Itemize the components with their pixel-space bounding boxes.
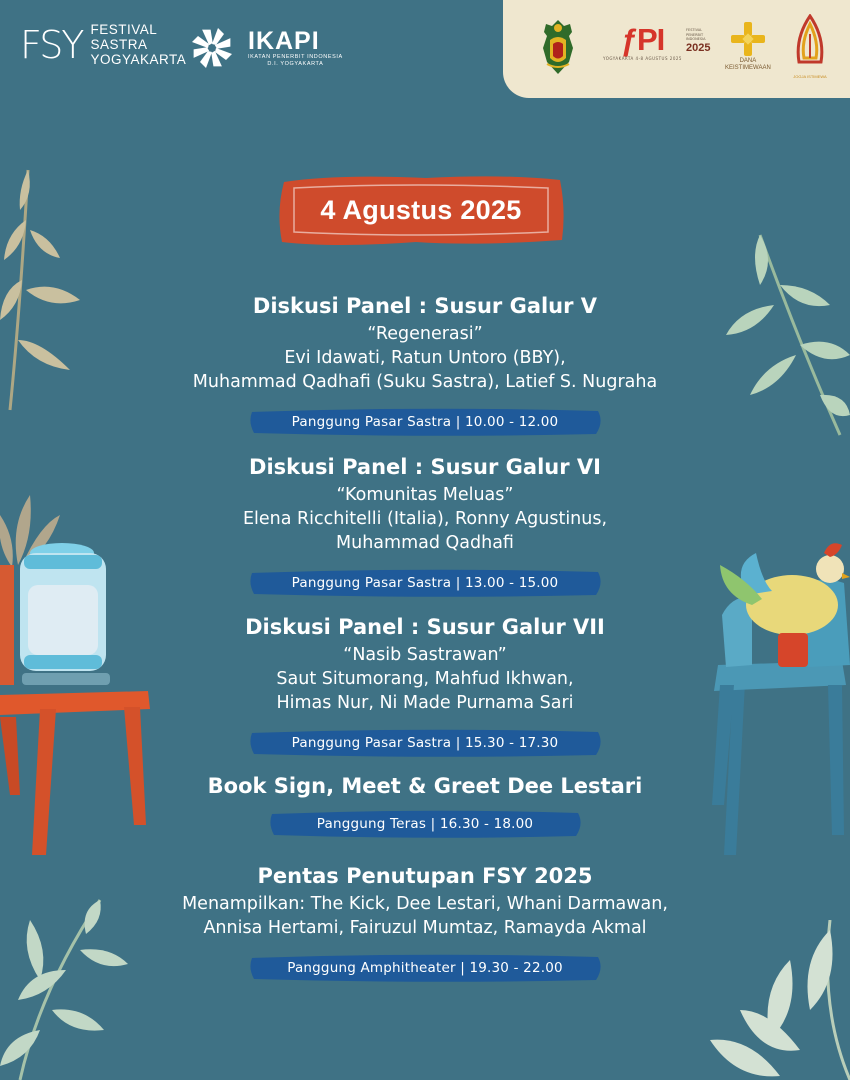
fsy-line: SASTRA: [90, 37, 148, 52]
yogyakarta-crest-icon: [539, 18, 577, 76]
event-venue-time: Panggung Teras | 16.30 - 18.00: [316, 816, 534, 832]
venue-strip: [110, 406, 740, 438]
date-banner: [276, 172, 566, 248]
gunungan-icon: [791, 14, 829, 74]
event-speakers: Muhammad Qadhafi: [336, 533, 514, 553]
fpi-year: 2025: [685, 41, 711, 54]
event-performers: Annisa Hertami, Fairuzul Mumtaz, Ramayda Akmal: [203, 918, 647, 938]
event-block: [110, 451, 740, 591]
event-speakers: Elena Ricchitelli (Italia), Ronny Agustinus,: [242, 509, 608, 529]
sponsor-panel: [503, 0, 850, 98]
event-title: Diskusi Panel : Susur Galur VII: [245, 615, 605, 639]
fpi-caption: FESTIVAL: [685, 28, 703, 32]
event-venue-time: Panggung Pasar Sastra | 13.00 - 15.00: [291, 575, 559, 591]
event-subtitle: “Komunitas Meluas”: [336, 485, 514, 505]
event-title: Diskusi Panel : Susur Galur V: [252, 294, 598, 318]
fpi-caption: INDONESIA: [685, 37, 706, 41]
event-venue-time: Panggung Pasar Sastra | 10.00 - 12.00: [291, 414, 559, 430]
venue-strip: [110, 567, 740, 599]
event-speakers: Saut Situmorang, Mahfud Ikhwan,: [276, 669, 574, 689]
left-top-leaves: [0, 150, 90, 420]
event-subtitle: “Nasib Sastrawan”: [343, 645, 507, 665]
event-block: [110, 770, 740, 832]
event-speakers: Himas Nur, Ni Made Purnama Sari: [276, 693, 574, 713]
jogja-istimewa-label: JOGJA ISTIMEWA: [793, 74, 827, 79]
event-title: Diskusi Panel : Susur Galur VI: [249, 455, 601, 479]
jogja-istimewa-logo: [791, 14, 829, 79]
fsy-wordmark: [91, 22, 187, 67]
event-date: 4 Agustus 2025: [320, 194, 522, 225]
ikapi-subtitle: IKATAN PENERBIT INDONESIA: [248, 54, 343, 60]
venue-strip: [110, 727, 740, 759]
venue-strip: [110, 952, 740, 984]
event-subtitle: “Regenerasi”: [367, 324, 483, 344]
dana-label: KEISTIMEWAAN: [725, 65, 771, 71]
fpi-subtitle: YOGYAKARTA 4-8 AGUSTUS 2025: [603, 56, 682, 61]
venue-strip: [110, 808, 740, 840]
dana-keistimewaan-logo: [725, 20, 771, 72]
fpi-logo: [603, 24, 710, 61]
ikapi-name: IKAPI: [248, 27, 320, 55]
fpi-wordmark: ƒPI: [620, 22, 665, 57]
event-venue-time: Panggung Pasar Sastra | 15.30 - 17.30: [291, 735, 559, 751]
event-venue-time: Panggung Amphitheater | 19.30 - 22.00: [287, 960, 563, 976]
event-title: Book Sign, Meet & Greet Dee Lestari: [207, 774, 643, 798]
event-title: Pentas Penutupan FSY 2025: [257, 864, 593, 888]
event-speakers: Evi Idawati, Ratun Untoro (BBY),: [284, 348, 566, 368]
fsy-line: YOGYAKARTA: [90, 52, 187, 67]
event-block: [110, 860, 740, 976]
right-bottom-leaves: [700, 920, 850, 1080]
event-speakers: Muhammad Qadhafi (Suku Sastra), Latief S. Nugraha: [192, 372, 658, 392]
fpi-caption: PENERBIT: [685, 32, 704, 37]
dana-keistimewaan-icon: [728, 20, 768, 58]
ikapi-flower-icon: [186, 22, 238, 74]
fsy-logo-icon: FSY: [20, 22, 83, 67]
fsy-logo: [20, 22, 186, 67]
ikapi-logo: [186, 22, 343, 74]
dana-label: DANA: [739, 58, 757, 64]
ikapi-subtitle: D.I. YOGYAKARTA: [267, 61, 324, 67]
fsy-line: FESTIVAL: [90, 22, 158, 37]
yogyakarta-crest: [539, 18, 577, 76]
event-performers: Menampilkan: The Kick, Dee Lestari, Whani Darmawan,: [182, 894, 668, 914]
ikapi-wordmark: [248, 28, 343, 68]
event-block: [110, 611, 740, 751]
event-block: [110, 290, 740, 430]
